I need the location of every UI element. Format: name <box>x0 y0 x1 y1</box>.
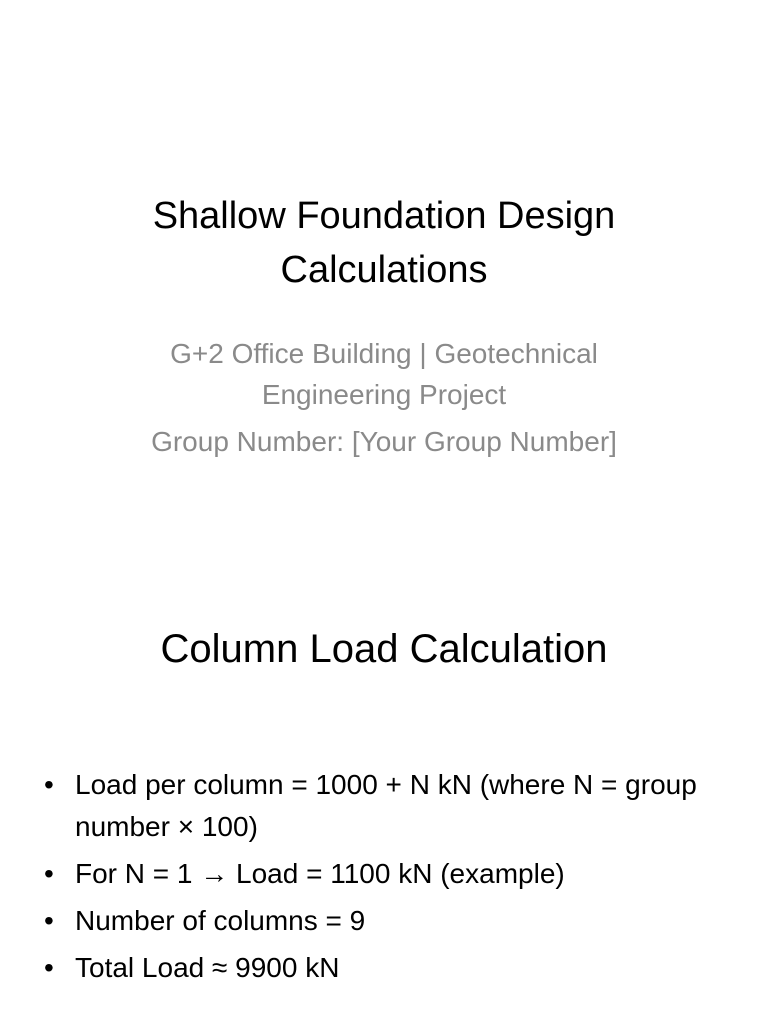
slide-title: Shallow Foundation Design Calculations <box>152 195 616 291</box>
bullet-item <box>40 947 700 989</box>
bullet-list <box>40 764 700 994</box>
slide-title: Column Load Calculation <box>160 627 608 671</box>
bullet-text: Load per column = 1000 + N kN (where N = group number × 100) <box>75 769 697 842</box>
slide-subtitle <box>110 333 658 468</box>
group-number-line: Group Number: [Your Group Number] <box>151 426 617 457</box>
bullet-icon: • <box>44 769 54 800</box>
bullet-icon: • <box>44 858 54 889</box>
content-slide <box>0 560 768 1024</box>
bullet-icon: • <box>44 952 54 983</box>
bullet-text: Total Load ≈ 9900 kN <box>75 952 340 983</box>
bullet-item <box>40 764 700 848</box>
bullet-icon: • <box>44 905 54 936</box>
bullet-text: For N = 1 → Load = 1100 kN (example) <box>75 858 565 889</box>
project-line: G+2 Office Building | Geotechnical Engineering Project <box>170 338 598 410</box>
bullet-item <box>40 853 700 895</box>
bullet-item <box>40 900 700 942</box>
bullet-text: Number of columns = 9 <box>75 905 366 936</box>
